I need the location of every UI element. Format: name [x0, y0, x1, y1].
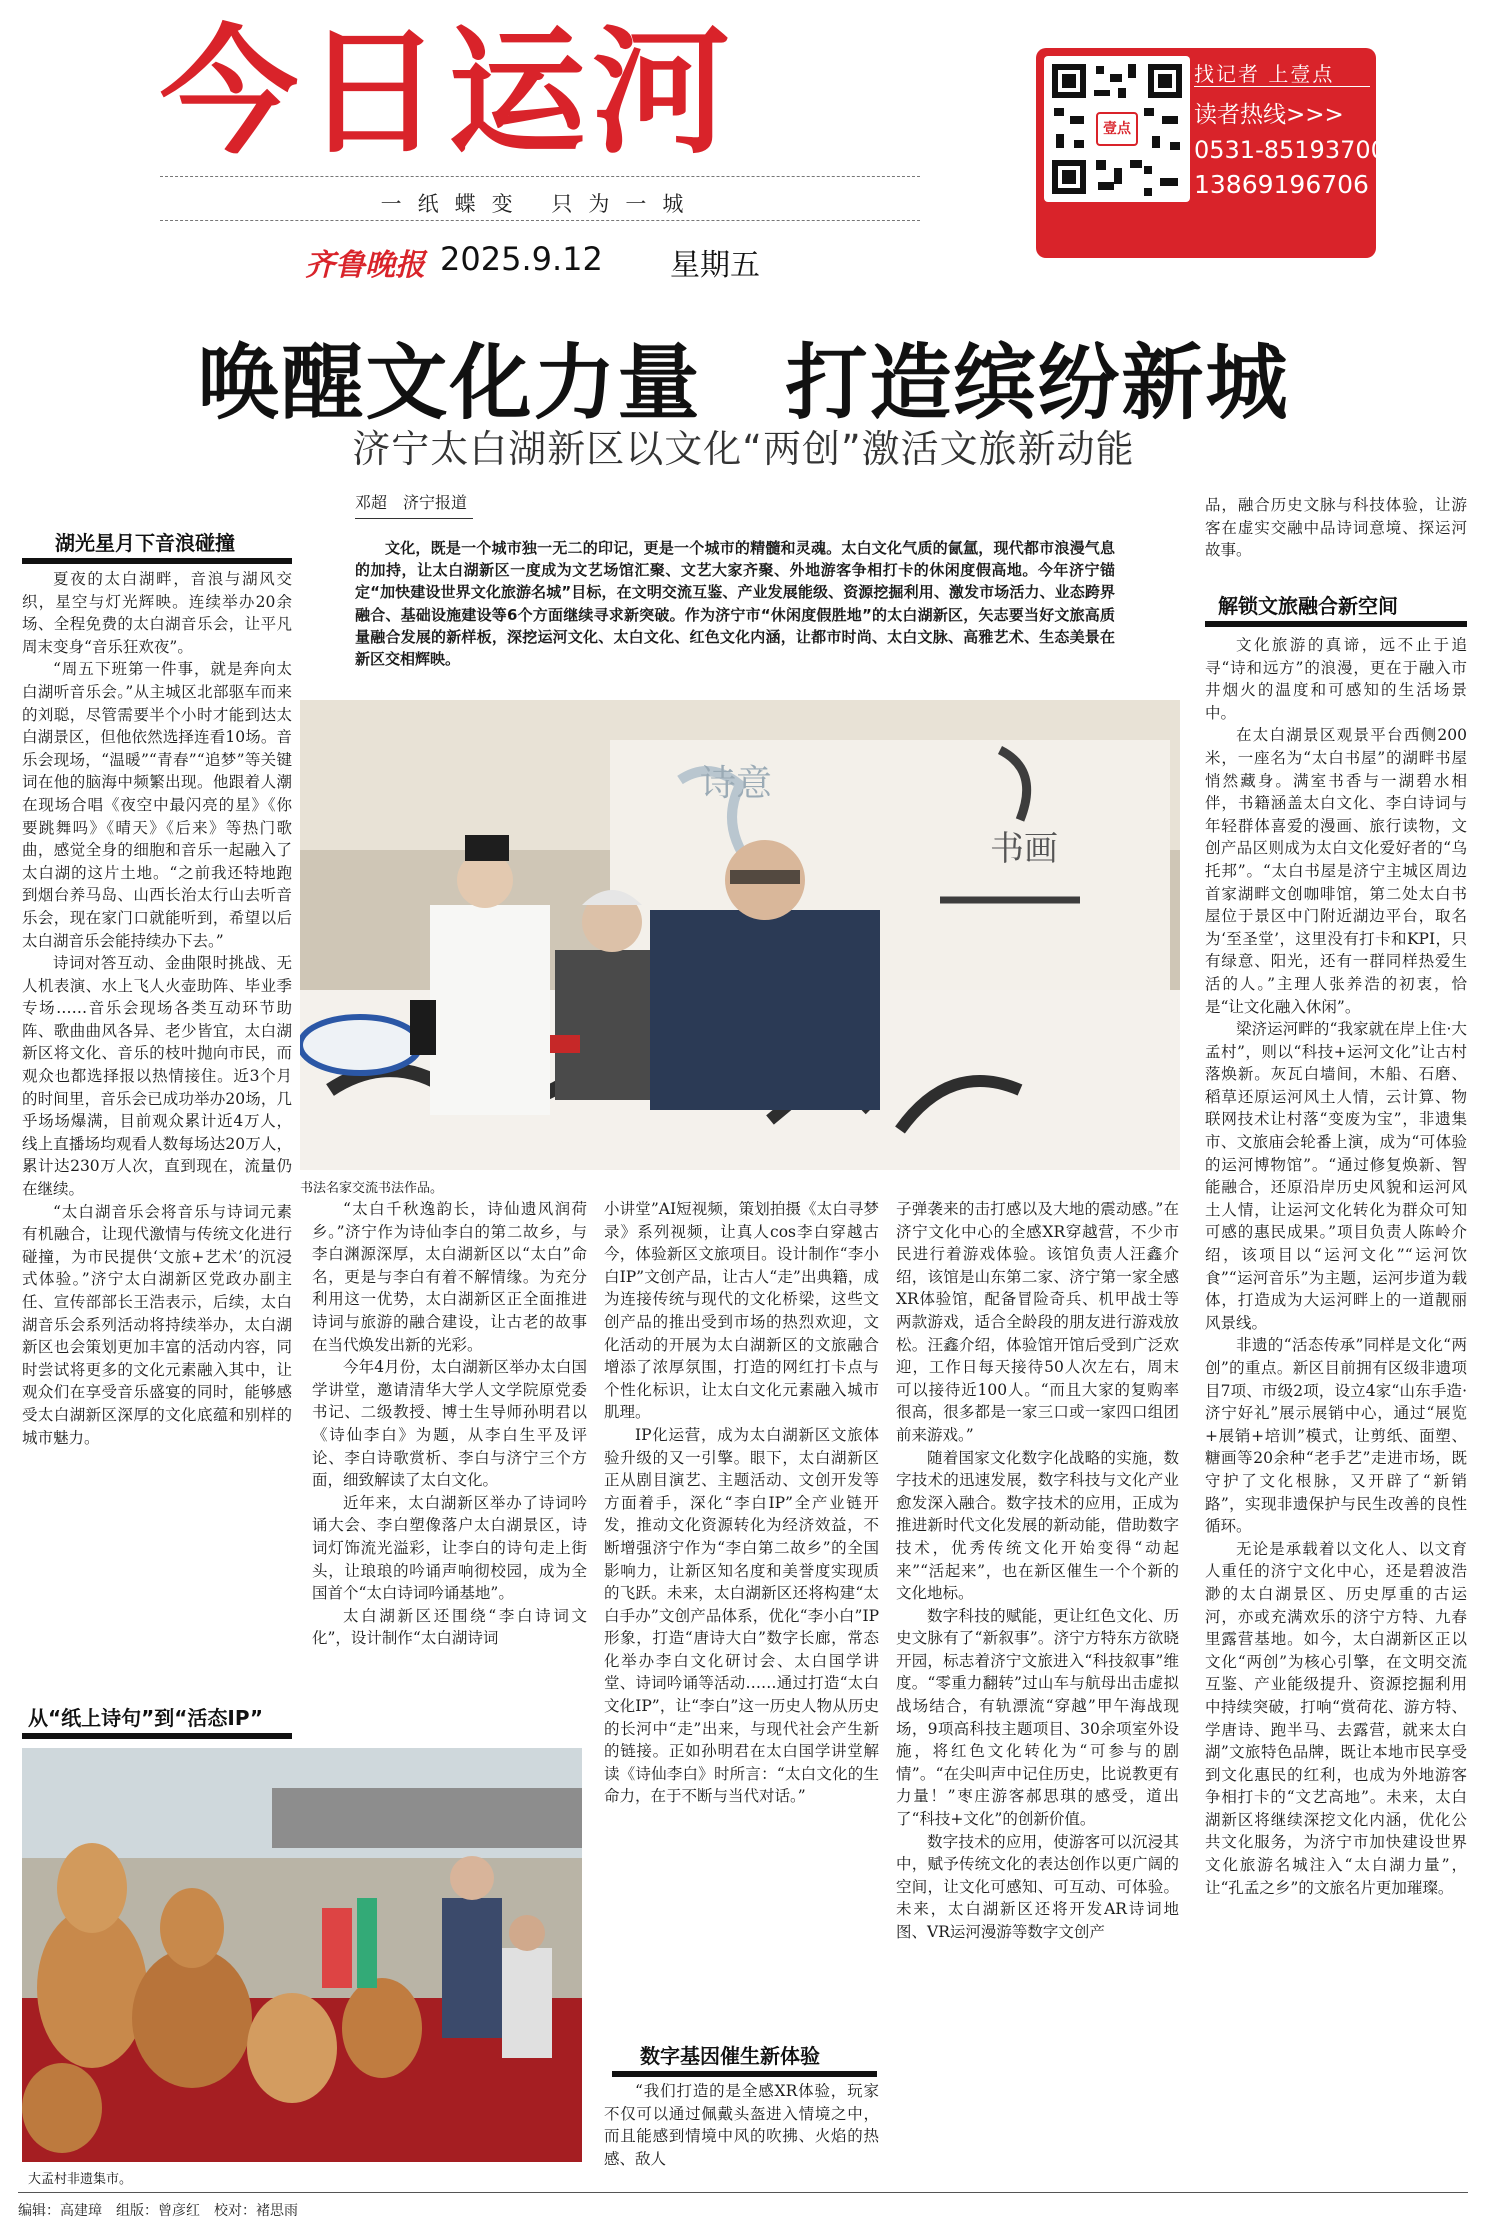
reporter-label: 找记者 上壹点 [1194, 62, 1335, 86]
section-head-ip: 从“纸上诗句”到“活态IP” [28, 1706, 264, 1730]
column-3-bottom [604, 2080, 879, 2170]
editor-credits: 编辑：高建璋 组版：曾彦红 校对：褚思雨 [18, 2203, 298, 2219]
paragraph: 今年4月份，太白湖新区举办太白国学讲堂，邀请清华大学人文学院原党委书记、二级教授、博士生导师孙明君以《诗仙李白》为题，从李白生平及评论、李白诗歌赏析、李白与济宁三个方面，细致解读了太白文化。 [312, 1358, 587, 1490]
headline: 唤醒文化力量 打造缤纷新城 [197, 335, 1290, 431]
masthead-title: 今日运河 [160, 12, 737, 173]
reporter-contact-box [1036, 48, 1386, 258]
section-head-music: 湖光星月下音浪碰撞 [55, 531, 235, 555]
section-head-space: 解锁文旅融合新空间 [1218, 594, 1398, 618]
paragraph: 夏夜的太白湖畔，音浪与湖风交织，星空与灯光辉映。连续举办20余场、全程免费的太白湖音乐会，让平凡周末变身“音乐狂欢夜”。 [22, 570, 292, 656]
photo-calligraphy-exchange [300, 700, 1180, 1170]
masthead-rule-top [160, 176, 920, 177]
caption-market: 大孟村非遗集市。 [28, 2172, 133, 2187]
issue-date: 2025.9.12 [440, 240, 603, 278]
contact-divider [1194, 86, 1370, 87]
paragraph: “我们打造的是全感XR体验，玩家不仅可以通过佩戴头盔进入情境之中，而且能感到情境中风的吹拂、火焰的热感、敌人 [604, 2082, 879, 2168]
paragraph: 非遗的“活态传承”同样是文化“两创”的重点。新区目前拥有区级非遗项目7项、市级2项，设立4家“山东手造·济宁好礼”展示展销中心，通过“展览+展销+培训”模式，让剪纸、面塑、糖画等20余种“老手艺”走进市场，既守护了文化根脉，又开辟了“新销路”，实现非遗保护与民生改善的良性循环。 [1205, 1336, 1467, 1536]
paragraph: 文化旅游的真谛，远不止于追寻“诗和远方”的浪漫，更在于融入市井烟火的温度和可感知的生活场景中。 [1205, 636, 1467, 722]
banner-text-right: 书画 [990, 829, 1058, 869]
hotline-label: 读者热线>>> [1194, 102, 1344, 128]
paragraph: 数字技术的应用，使游客可以沉浸其中，赋予传统文化的表达创作以更广阔的空间，让文化可感知、可互动、可体验。未来，太白湖新区还将开发AR诗词地图、VR运河漫游等数字文创产 [896, 1832, 1179, 1941]
paragraph: 小讲堂”AI短视频，策划拍摄《太白寻梦录》系列视频，让真人cos李白穿越古今，体验新区文旅项目。设计制作“李小白IP”文创产品，让古人“走”出典籍，成为连接传统与现代的文化桥梁，这些文创产品的推出受到市场的热烈欢迎，文化活动的开展为太白湖新区的文旅融合增添了浓厚氛围，打造的网红打卡点与个性化标识，让太白文化元素融入城市肌理。 [604, 1200, 879, 1422]
hotline-phone-2: 13869196706 [1194, 170, 1369, 199]
column-1-top [22, 568, 292, 1449]
column-3 [604, 1198, 879, 1808]
byline: 邓超 济宁报道 [355, 493, 468, 512]
paragraph: IP化运营，成为太白湖新区文旅体验升级的又一引擎。眼下，太白湖新区正从剧目演艺、主题活动、文创开发等方面着手，深化“李白IP”全产业链开发，推动文化资源转化为经济效益，不断增强济宁作为“李白第二故乡”的全国影响力，让新区知名度和美誉度实现质的飞跃。未来，太白湖新区还将构建“太白手办”文创产品体系，优化“李小白”IP形象，打造“唐诗大白”数字长廊，常态化举办李白文化研讨会、太白国学讲堂、诗词吟诵等活动……通过打造“太白文化IP”，让“李白”这一历史人物从历史的长河中“走”出来，与现代社会产生新的链接。正如孙明君在太白国学讲堂解读《诗仙李白》时所言：“太白文化的生命力，在于不断与当代对话。” [604, 1425, 879, 1806]
paragraph: 随着国家文化数字化战略的实施，数字技术的迅速发展，数字科技与文化产业愈发深入融合。数字技术的应用，正成为推进新时代文化发展的新动能，借助数字技术，优秀传统文化开始变得“动起来”“活起来”，也在新区催生一个个新的文化地标。 [896, 1448, 1179, 1603]
paragraph: “周五下班第一件事，就是奔向太白湖听音乐会。”从主城区北部驱车而来的刘聪，尽管需要半个小时才能到达太白湖景区，但他依然选择连看10场。音乐会现场，“温暖”“青春”“追梦”等关键词在他的脑海中频繁出现。他跟着人潮在现场合唱《夜空中最闪亮的星》《你要跳舞吗》《晴天》《后来》等热门歌曲，感觉全身的细胞和音乐一起融入了太白湖的这片土地。“之前我还特地跑到烟台养马岛、山西长治太行山去听音乐会，现在家门口就能听到，希望以后太白湖音乐会能持续办下去。” [22, 660, 292, 950]
paragraph: 在太白湖景区观景平台西侧200米，一座名为“太白书屋”的湖畔书屋悄然藏身。满室书香与一湖碧水相伴，书籍涵盖太白文化、李白诗词与年轻群体喜爱的漫画、旅行读物，文创产品区则成为太白文化爱好者的“乌托邦”。“太白书屋是济宁主城区周边首家湖畔文创咖啡馆，第二处太白书屋位于景区中门附近湖边平台，取名为‘至圣堂’，这里没有打卡和KPI，只有绿意、阳光，还有一群同样热爱生活的人。”主理人张养浩的初衷，恰是“让文化融入休闲”。 [1205, 726, 1467, 1016]
paragraph: 梁济运河畔的“我家就在岸上住·大孟村”，则以“科技+运河文化”让古村落焕新。灰瓦白墙间，木船、石磨、稻草还原运河风土人情，云计算、物联网技术让村落“变废为宝”，非遗集市、文旅庙会轮番上演，成为“可体验的运河博物馆”。“通过修复焕新、智能融合，还原沿岸历史风貌和运河风土人情，让运河文化转化为群众可知可感的惠民成果。”项目负责人陈岭介绍，该项目以“运河文化”“运河饮食”“运河音乐”为主题，运河步道为载体，打造成为大运河畔上的一道靓丽风景线。 [1205, 1020, 1467, 1332]
paper-logo: 齐鲁晚报 [305, 248, 425, 283]
paragraph: 子弹袭来的击打感以及大地的震动感。”在济宁文化中心的全感XR穿越营，不少市民进行着游戏体验。该馆负责人汪鑫介绍，该馆是山东第二家、济宁第一家全感XR体验馆，配备冒险奇兵、机甲战士等两款游戏，适合全龄段的朋友进行游戏放松。汪鑫介绍，体验馆开馆后受到广泛欢迎，工作日每天接待50人次左右，周末可以接待近100人。“而且大家的复购率很高，很多都是一家三口或一家四口组团前来游戏。” [896, 1200, 1179, 1444]
photo-intangible-heritage-market [22, 1748, 582, 2162]
paragraph: 太白湖新区还围绕“李白诗词文化”，设计制作“太白湖诗词 [312, 1606, 587, 1648]
qr-badge: 壹点 [1096, 112, 1138, 146]
byline-rule [355, 518, 473, 519]
column-2 [312, 1198, 587, 1650]
section-rule-ip [22, 1733, 292, 1739]
column-5 [1205, 634, 1467, 1899]
section-rule-music [22, 558, 292, 564]
issue-weekday: 星期五 [670, 248, 760, 283]
section-head-digital: 数字基因催生新体验 [640, 2044, 820, 2068]
column-5-top [1205, 494, 1467, 562]
lede-paragraph: 文化，既是一个城市独一无二的印记，更是一个城市的精髓和灵魂。太白文化气质的氤氲，现代都市浪漫气息的加持，让太白湖新区一度成为文艺场馆汇聚、文艺大家齐聚、外地游客争相打卡的休闲度假高地。今年济宁锚定“加快建设世界文化旅游名城”目标，在文明交流互鉴、产业发展能级、资源挖掘利用、激发市场活力、业态跨界融合、基础设施建设等6个方面继续寻求新突破。作为济宁市“休闲度假胜地”的太白湖新区，矢志要当好文旅高质量融合发展的新样板，深挖运河文化、太白文化、红色文化内涵，让都市时尚、太白文脉、高雅艺术、生态美景在新区交相辉映。 [355, 539, 1115, 669]
paragraph: 无论是承载着以文化人、以文育人重任的济宁文化中心，还是碧波浩渺的太白湖景区、历史厚重的古运河，亦或充满欢乐的济宁方特、九春里露营基地。如今，太白湖新区正以文化“两创”为核心引擎，在文明交流互鉴、产业能级提升、资源挖掘利用中持续突破，打响“赏荷花、游方特、学唐诗、跑半马、去露营，就来太白湖”文旅特色品牌，既让本地市民享受到文化惠民的红利，也成为外地游客争相打卡的“文艺高地”。未来，太白湖新区将继续深挖文化内涵，优化公共文化服务，为济宁市加快建设世界文化旅游名城注入“太白湖力量”，让“孔孟之乡”的文旅名片更加璀璨。 [1205, 1539, 1467, 1897]
paragraph: 品，融合历史文脉与科技体验，让游客在虚实交融中品诗词意境、探运河故事。 [1205, 496, 1467, 560]
footer-rule [18, 2192, 1468, 2193]
paragraph: “太白湖音乐会将音乐与诗词元素有机融合，让现代激情与传统文化进行碰撞，为市民提供‘文旅+艺术’的沉浸式体验。”济宁太白湖新区党政办副主任、宣传部部长王浩表示，后续，太白湖音乐会系列活动将持续举办，太白湖新区也会策划更加丰富的活动内容，同时尝试将更多的文化元素融入其中，让观众们在享受音乐盛宴的同时，能够感受太白湖新区深厚的文化底蕴和别样的城市魅力。 [22, 1202, 292, 1447]
banner-text-left: 诗意 [700, 763, 773, 804]
section-rule-space [1205, 621, 1467, 627]
paragraph: “太白千秋逸韵长，诗仙遗风润荷乡。”济宁作为诗仙李白的第二故乡，与李白渊源深厚，太白湖新区以“太白”命名，更是与李白有着不解情缘。为充分利用这一优势，太白湖新区正全面推进诗词与旅游的融合建设，让古老的故事在当代焕发出新的光彩。 [312, 1200, 587, 1354]
masthead-slogan: 一纸蝶变 只为一城 [380, 192, 700, 216]
hotline-phone-1: 0531-85193700 [1194, 136, 1386, 164]
section-rule-digital [612, 2071, 877, 2077]
paragraph: 诗词对答互动、金曲限时挑战、无人机表演、水上飞人火壶助阵、毕业季专场……音乐会现场各类互动环节助阵、歌曲曲风各异、老少皆宜，太白湖新区将文化、音乐的枝叶抛向市民，而观众也都选择报以热情接住。近3个月的时间里，音乐会已成功举办20场，几乎场场爆满，目前观众累计近4万人，线上直播场均观看人数每场达20万人，累计达230万人次，直到现在，流量仍在继续。 [22, 954, 292, 1199]
subheadline: 济宁太白湖新区以文化“两创”激活文旅新动能 [352, 427, 1135, 471]
paragraph: 近年来，太白湖新区举办了诗词吟诵大会、李白塑像落户太白湖景区，诗词灯饰流光溢彩，让李白的诗句走上街头，让琅琅的吟诵声响彻校园，成为全国首个“太白诗词吟诵基地”。 [312, 1493, 587, 1603]
masthead-rule-bottom [160, 220, 920, 221]
column-4 [896, 1198, 1179, 1944]
caption-calligraphy: 书法名家交流书法作品。 [300, 1181, 444, 1196]
qr-code-icon [1044, 56, 1190, 202]
paragraph: 数字科技的赋能，更让红色文化、历史文脉有了“新叙事”。济宁方特东方欲晓开园，标志着济宁文旅进入“科技叙事”维度。“零重力翻转”过山车与航母出击虚拟战场结合，有轨漂流“穿越”甲午海战现场，9项高科技主题项目、30余项室外设施，将红色文化转化为“可参与的剧情”。“在尖叫声中记住历史，比说教更有力量！”枣庄游客郝思琪的感受，道出了“科技+文化”的创新价值。 [896, 1606, 1179, 1829]
